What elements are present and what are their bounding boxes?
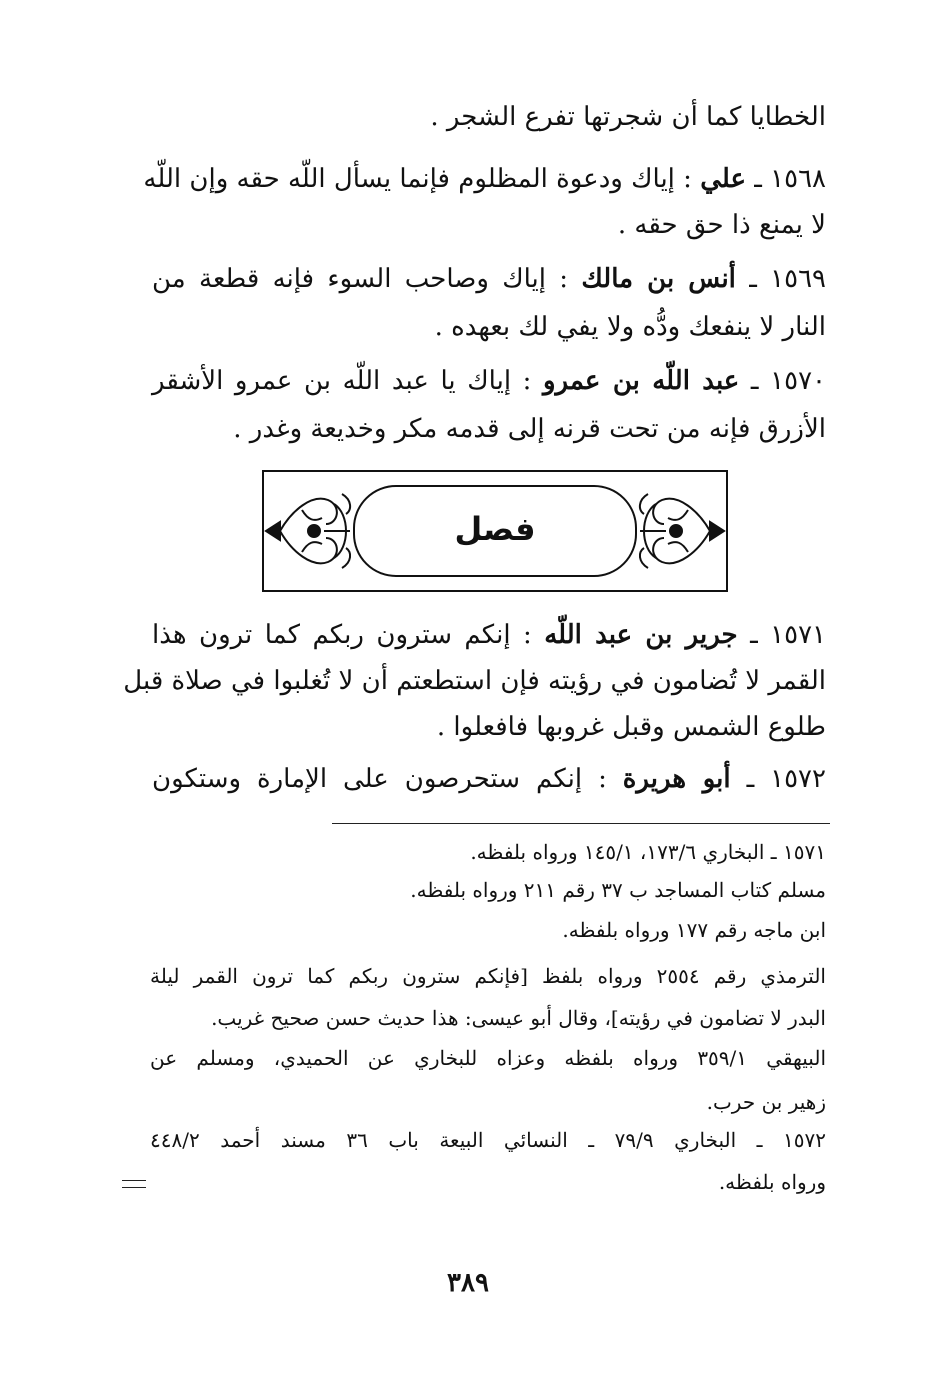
entry-1568 (143, 162, 826, 196)
footnote-line: مسلم كتاب المساجد ب ٣٧ رقم ٢١١ ورواه بلفظه. (410, 878, 826, 902)
entry-1570 (152, 364, 826, 398)
ornament-left-icon (266, 494, 350, 568)
narrator-name: جرير بن عبد اللّه (544, 620, 738, 650)
narrator-name: أبو هريرة (622, 764, 731, 794)
narrator-name: عبد اللّه بن عمرو (543, 366, 740, 396)
footnote-line: ورواه بلفظه. (718, 1170, 826, 1194)
entry-number: ١٥٧٠ ـ (739, 366, 826, 396)
footnote-line: ١٥٧١ ـ البخاري ١٧٣/٦، ١٤٥/١ ورواه بلفظه. (470, 840, 826, 864)
footnote-line: البدر لا تضامون في رؤيته]، وقال أبو عيسى: هذا حديث حسن صحيح غريب. (211, 1006, 826, 1030)
text-line: القمر لا تُضامون في رؤيته فإن استطعتم أن لا تُغلبوا في صلاة قبل (123, 666, 826, 696)
ornament-right-icon (640, 494, 724, 568)
entry-number: ١٥٧١ ـ (737, 620, 826, 650)
text-line: الخطايا كما أن شجرتها تفرع الشجر . (430, 102, 826, 132)
text-line: الأزرق فإنه من تحت قرنه إلى قدمه مكر وخديعة وغدر . (233, 414, 826, 444)
section-banner (262, 470, 728, 592)
narrator-name: أنس بن مالك (581, 264, 736, 294)
continuation-mark (122, 1180, 146, 1194)
footnote-line: زهير بن حرب. (706, 1090, 826, 1114)
entry-number: ١٥٦٨ ـ (745, 164, 826, 194)
entry-text: : إياك وصاحب السوء فإنه قطعة من (152, 264, 582, 294)
entry-text: : إياك يا عبد اللّه بن عمرو الأشقر (152, 366, 543, 396)
text-line: طلوع الشمس وقبل غروبها فافعلوا . (436, 712, 826, 742)
page-number: ٣٨٩ (447, 1268, 489, 1298)
text-line: النار لا ينفعك ودُّه ولا يفي لك بعهده . (434, 312, 826, 342)
entry-text: : إنكم سترون ربكم كما ترون هذا (152, 620, 545, 650)
entry-text: : إياك ودعوة المظلوم فإنما يسأل اللّه حقه وإن اللّه (143, 164, 701, 194)
entry-1571 (152, 618, 826, 652)
entry-text: : إنكم ستحرصون على الإمارة وستكون (152, 764, 623, 794)
footnote-line: ابن ماجه رقم ١٧٧ ورواه بلفظه. (562, 918, 826, 942)
narrator-name: علي (700, 164, 746, 194)
entry-number: ١٥٧٢ ـ (730, 764, 826, 794)
section-title: فصل (454, 510, 536, 548)
entry-1569 (152, 262, 826, 296)
entry-1572 (152, 762, 826, 796)
footnote-divider (332, 823, 830, 824)
footnote-line: الترمذي رقم ٢٥٥٤ ورواه بلفظ [فإنكم سترون ربكم كما ترون القمر ليلة (150, 964, 826, 988)
footnote-line: البيهقي ٣٥٩/١ ورواه بلفظه وعزاه للبخاري عن الحميدي، ومسلم عن (150, 1046, 826, 1070)
footnote-line: ١٥٧٢ ـ البخاري ٧٩/٩ ـ النسائي البيعة باب ٣٦ مسند أحمد ٤٤٨/٢ (150, 1128, 827, 1152)
text-line: لا يمنع ذا حق حقه . (617, 210, 826, 240)
entry-number: ١٥٦٩ ـ (735, 264, 827, 294)
